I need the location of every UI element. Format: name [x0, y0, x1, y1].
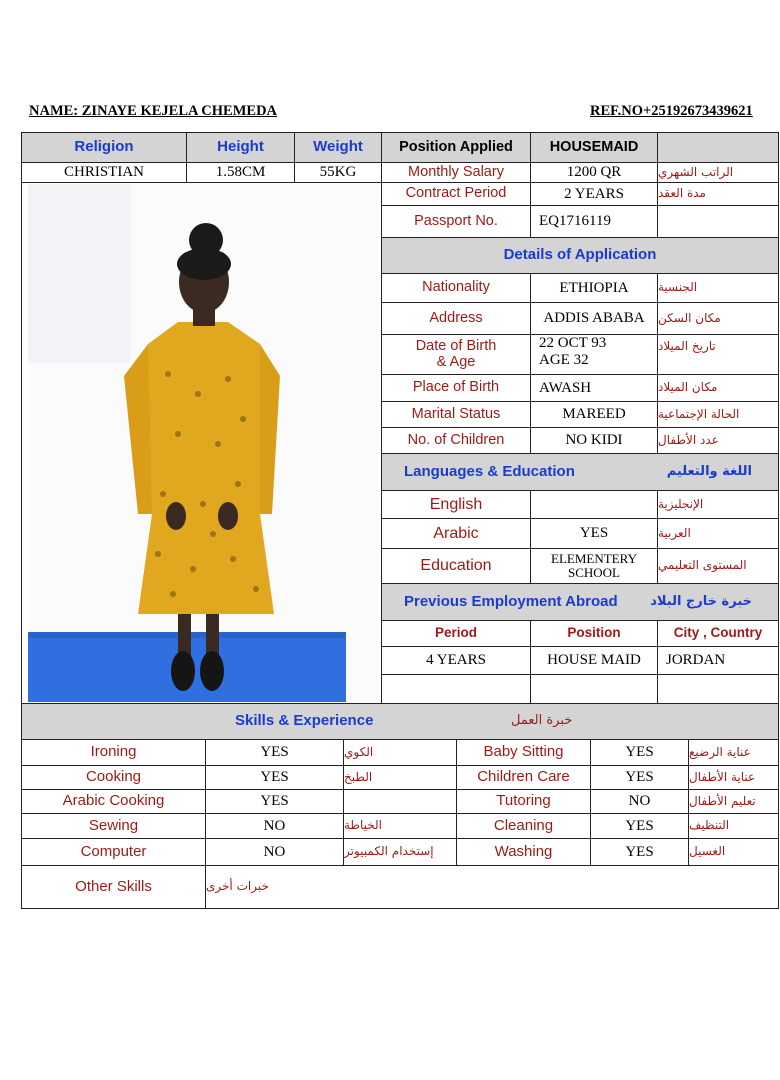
details-header: Details of Application: [381, 237, 779, 274]
period-header: Period: [381, 620, 531, 647]
skill-ironing-arabic: الكوي: [343, 739, 457, 766]
monthly-salary-arabic: الراتب الشهري: [657, 162, 779, 183]
languages-title-arabic: اللغة والتعليم: [666, 463, 752, 479]
position-applied-value: HOUSEMAID: [530, 132, 658, 163]
skill-sewing-label: Sewing: [21, 813, 206, 839]
skill-tutoring-arabic: تعليم الأطفال: [688, 789, 779, 814]
skill-children-care-value: YES: [590, 765, 689, 790]
english-arabic: الإنجليزية: [657, 490, 779, 519]
skills-title: Skills & Experience: [235, 712, 374, 729]
contract-period-arabic: مدة العقد: [657, 182, 779, 206]
skill-baby-sitting-label: Baby Sitting: [456, 739, 591, 766]
education-line2: SCHOOL: [567, 565, 620, 580]
skill-ironing-label: Ironing: [21, 739, 206, 766]
dob-label-line2: & Age: [436, 353, 476, 370]
skill-arabic-cooking-blank: [343, 789, 457, 814]
languages-title: Languages & Education: [404, 462, 575, 480]
skill-cooking-arabic: الطبخ: [343, 765, 457, 790]
arabic-label: Arabic: [381, 518, 531, 549]
monthly-salary-value: 1200 QR: [530, 162, 658, 183]
skill-arabic-cooking-label: Arabic Cooking: [21, 789, 206, 814]
religion-value: CHRISTIAN: [21, 162, 187, 183]
skill-washing-arabic: الغسيل: [688, 838, 779, 866]
skills-header: [21, 703, 779, 740]
english-label: English: [381, 490, 531, 519]
dob-age: AGE 32: [539, 351, 589, 368]
skill-cleaning-label: Cleaning: [456, 813, 591, 839]
skill-computer-label: Computer: [21, 838, 206, 866]
employment-blank-2: [530, 674, 658, 704]
skill-sewing-arabic: الخياطة: [343, 813, 457, 839]
employment-title: Previous Employment Abroad: [404, 592, 618, 610]
employment-header: [381, 583, 779, 621]
address-arabic: مكان السكن: [657, 302, 779, 335]
dob-label-line1: Date of Birth: [415, 337, 497, 354]
country-header: City , Country: [657, 620, 779, 647]
address-value: ADDIS ABABA: [530, 302, 658, 335]
children-arabic: عدد الأطفال: [657, 427, 779, 454]
reference-number: REF.NO+25192673439621: [590, 103, 753, 119]
place-of-birth-arabic: مكان الميلاد: [657, 374, 779, 402]
skill-arabic-cooking-value: YES: [205, 789, 344, 814]
employment-title-arabic: خبرة خارج البلاد: [650, 593, 752, 609]
other-skills-label: Other Skills: [21, 865, 206, 909]
monthly-salary-label: Monthly Salary: [381, 162, 531, 183]
weight-header: Weight: [294, 132, 382, 163]
skill-washing-value: YES: [590, 838, 689, 866]
other-skills-arabic: خبرات أخرى: [205, 865, 779, 909]
employment-position: HOUSE MAID: [530, 646, 658, 675]
passport-value: EQ1716119: [530, 205, 658, 238]
arabic-value: YES: [530, 518, 658, 549]
skill-tutoring-value: NO: [590, 789, 689, 814]
nationality-value: ETHIOPIA: [530, 273, 658, 303]
skill-cooking-value: YES: [205, 765, 344, 790]
dob-arabic: تاريخ الميلاد: [657, 334, 779, 375]
skill-children-care-arabic: عناية الأطفال: [688, 765, 779, 790]
english-value: [530, 490, 658, 519]
education-arabic: المستوى التعليمي: [657, 548, 779, 584]
skill-children-care-label: Children Care: [456, 765, 591, 790]
employment-blank-1: [381, 674, 531, 704]
blank-cell: [657, 132, 779, 163]
skill-sewing-value: NO: [205, 813, 344, 839]
address-label: Address: [381, 302, 531, 335]
skill-cleaning-value: YES: [590, 813, 689, 839]
skill-baby-sitting-value: YES: [590, 739, 689, 766]
weight-value: 55KG: [294, 162, 382, 183]
contract-period-label: Contract Period: [381, 182, 531, 206]
marital-status-arabic: الحالة الإجتماعية: [657, 401, 779, 428]
dob-label: [381, 334, 531, 375]
height-header: Height: [186, 132, 295, 163]
cv-table: [21, 132, 779, 909]
passport-label: Passport No.: [381, 205, 531, 238]
passport-blank: [657, 205, 779, 238]
employment-blank-3: [657, 674, 779, 704]
position-applied-label: Position Applied: [381, 132, 531, 163]
skill-washing-label: Washing: [456, 838, 591, 866]
arabic-arabic: العربية: [657, 518, 779, 549]
contract-period-value: 2 YEARS: [530, 182, 658, 206]
skill-computer-arabic: إستخدام الكمبيوتر: [343, 838, 457, 866]
dob-value: [530, 334, 658, 375]
skill-cooking-label: Cooking: [21, 765, 206, 790]
religion-header: Religion: [21, 132, 187, 163]
nationality-label: Nationality: [381, 273, 531, 303]
skill-cleaning-arabic: التنظيف: [688, 813, 779, 839]
place-of-birth-value: AWASH: [530, 374, 658, 402]
skills-title-arabic: خبرة العمل: [511, 713, 573, 728]
education-line1: ELEMENTERY: [551, 550, 637, 566]
candidate-photo: [28, 184, 378, 702]
languages-header: [381, 453, 779, 491]
dob-date: 22 OCT 93: [539, 335, 607, 351]
place-of-birth-label: Place of Birth: [381, 374, 531, 402]
height-value: 1.58CM: [186, 162, 295, 183]
skill-baby-sitting-arabic: عناية الرضيع: [688, 739, 779, 766]
skill-ironing-value: YES: [205, 739, 344, 766]
children-label: No. of Children: [381, 427, 531, 454]
employment-country: JORDAN: [657, 646, 779, 675]
nationality-arabic: الجنسية: [657, 273, 779, 303]
position-header: Position: [530, 620, 658, 647]
education-value: [530, 548, 658, 584]
marital-status-label: Marital Status: [381, 401, 531, 428]
candidate-name: NAME: ZINAYE KEJELA CHEMEDA: [29, 103, 278, 119]
employment-period: 4 YEARS: [381, 646, 531, 675]
children-value: NO KIDI: [530, 427, 658, 454]
skill-tutoring-label: Tutoring: [456, 789, 591, 814]
education-label: Education: [381, 548, 531, 584]
skill-computer-value: NO: [205, 838, 344, 866]
marital-status-value: MAREED: [530, 401, 658, 428]
